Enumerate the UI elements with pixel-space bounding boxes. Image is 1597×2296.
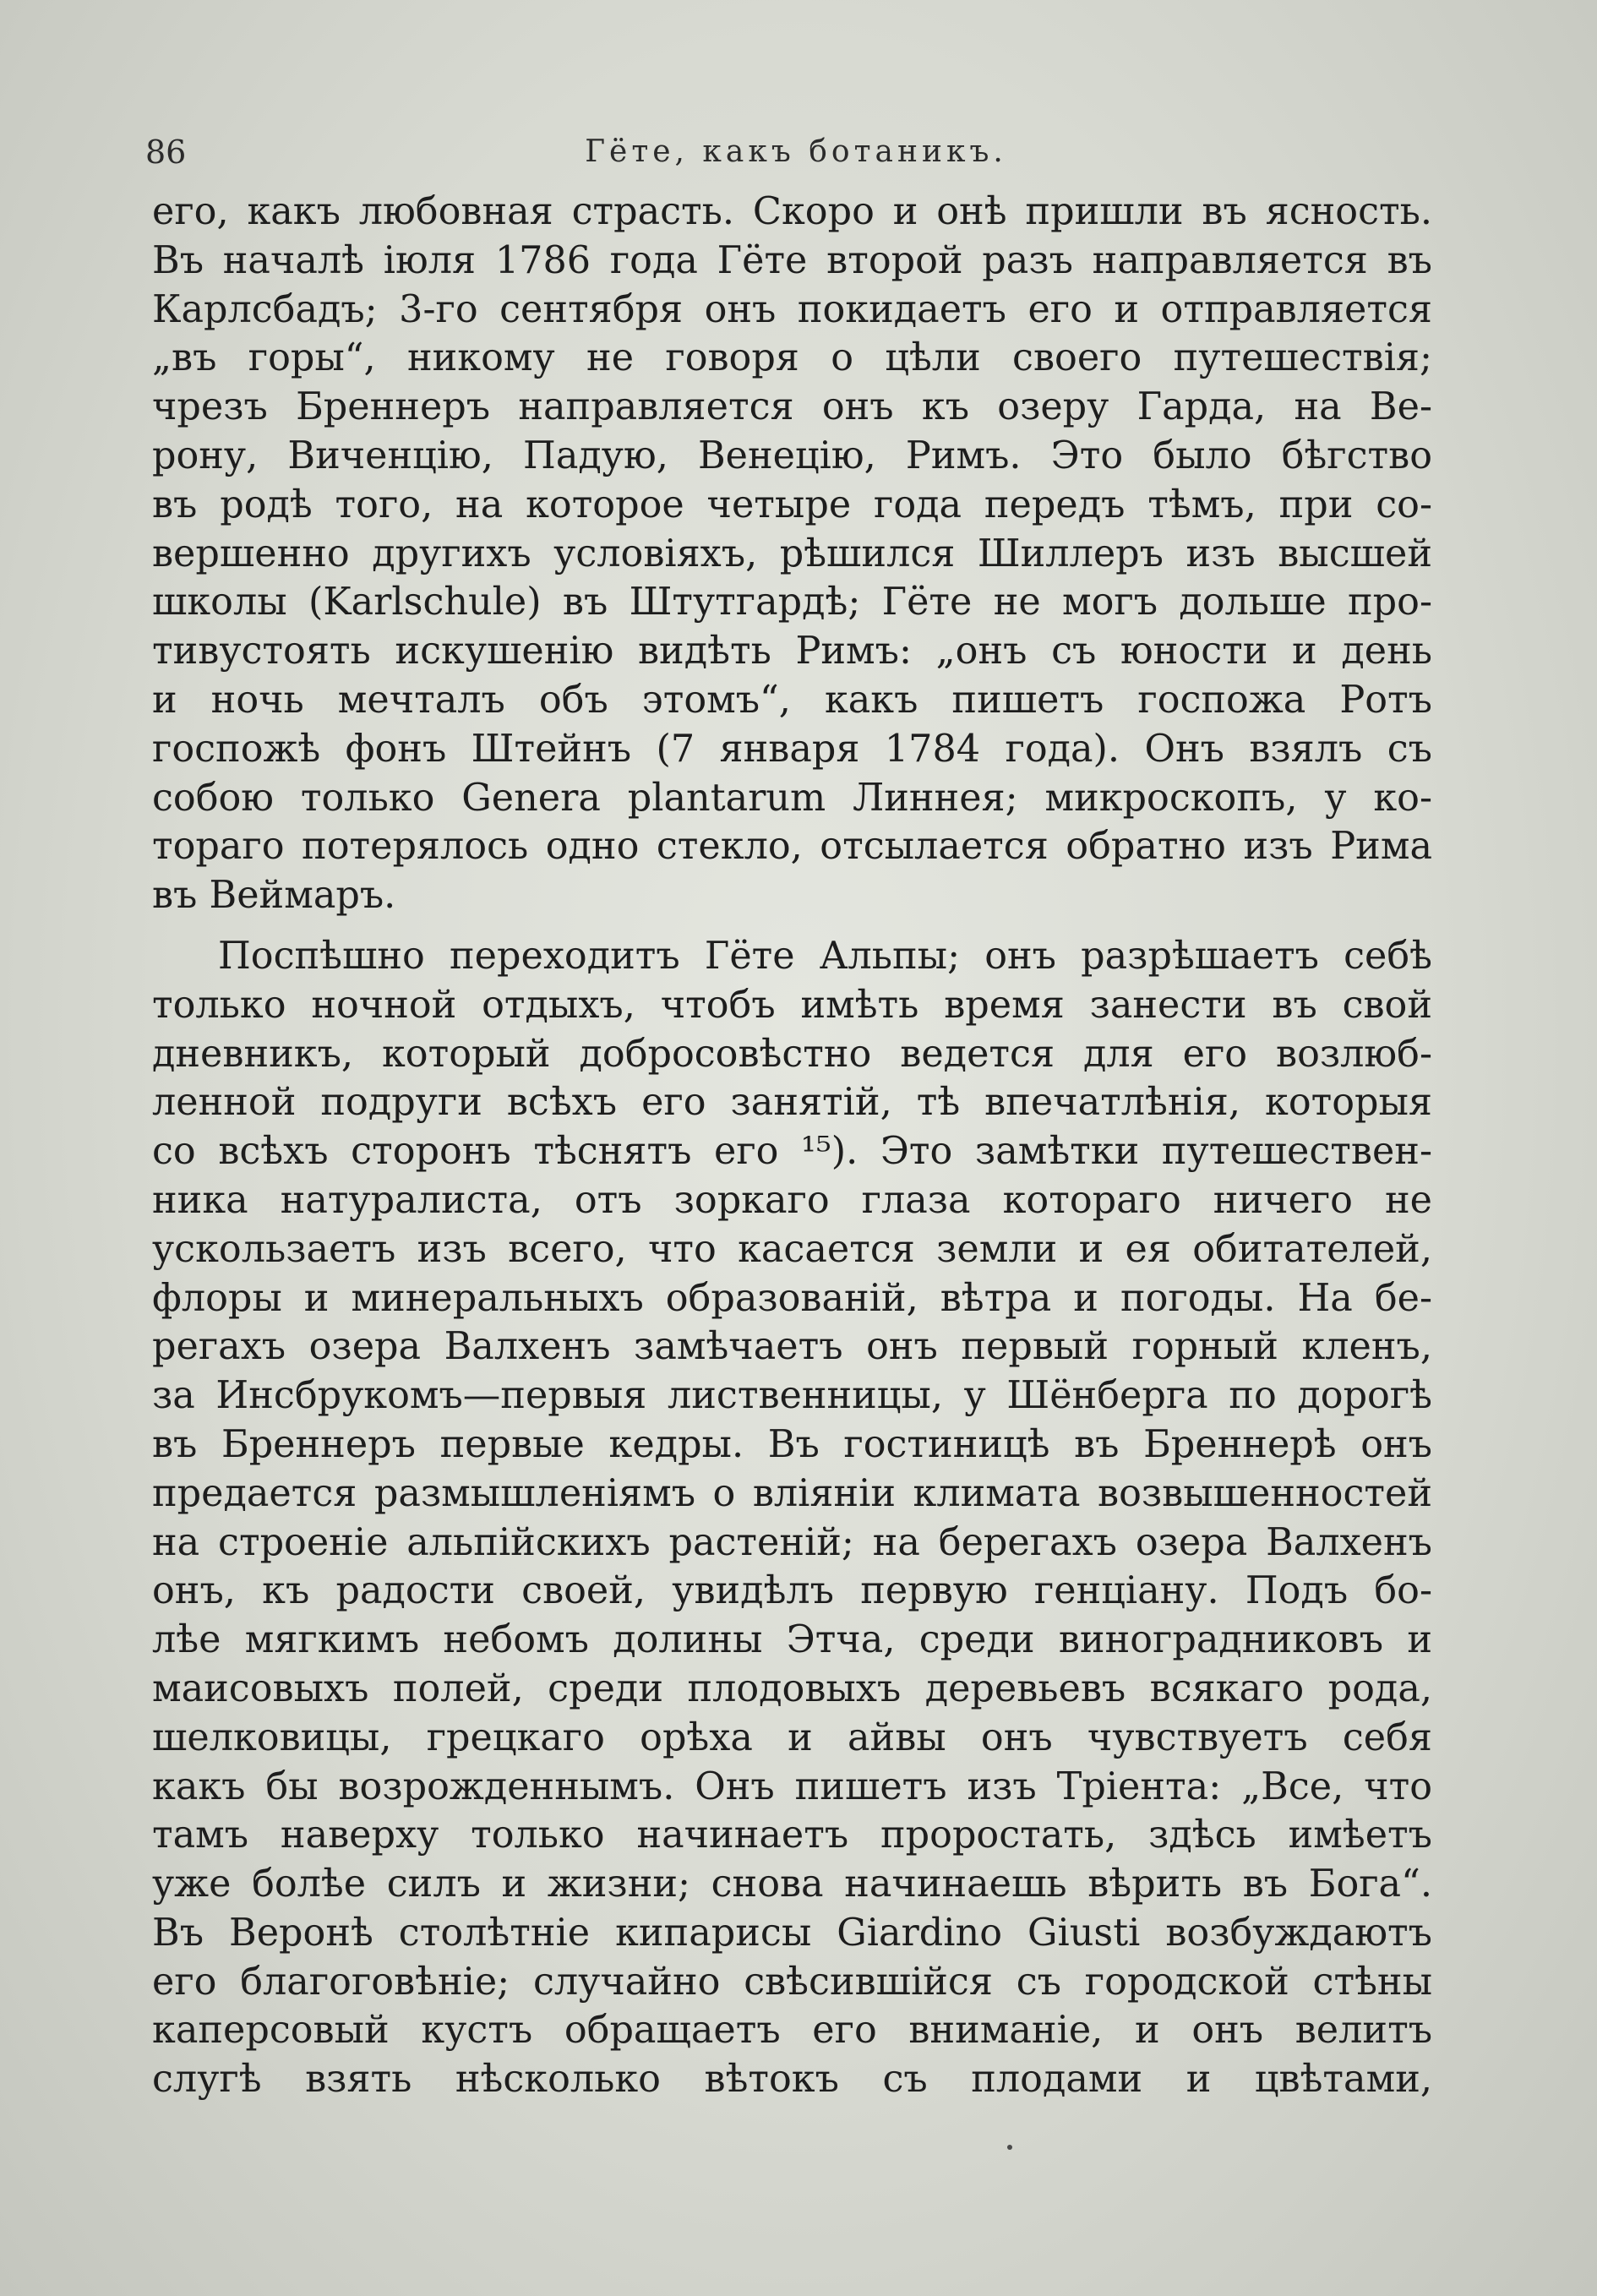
paragraph-1 [152, 188, 1432, 920]
text-line: регахъ озера Валхенъ замѣчаетъ онъ первый горный кленъ, [152, 1325, 1432, 1369]
text-line: Въ Веронѣ столѣтніе кипарисы Giardino Giusti возбуждаютъ [152, 1911, 1432, 1955]
text-line: ускользаетъ изъ всего, что касается земли и ея обитателей, [152, 1227, 1432, 1271]
text-line: каперсовый кустъ обращаетъ его вниманіе, и онъ велитъ [152, 2009, 1432, 2053]
text-line: его благоговѣніе; случайно свѣсившійся съ городской стѣны [152, 1960, 1432, 2004]
text-line: со всѣхъ сторонъ тѣснятъ его ¹⁵). Это замѣтки путешествен- [152, 1130, 1432, 1174]
text-line: онъ, къ радости своей, увидѣлъ первую генціану. Подъ бо- [152, 1569, 1432, 1613]
text-line: какъ бы возрожденнымъ. Онъ пишетъ изъ Тріента: „Все, что [152, 1764, 1432, 1808]
page-header [145, 127, 1447, 177]
text-line: въ Веймаръ. [152, 874, 396, 918]
text-line: его, какъ любовная страсть. Скоро и онѣ пришли въ ясность. [152, 190, 1432, 233]
text-line: Карлсбадъ; 3-го сентября онъ покидаетъ его и отправляется [152, 287, 1432, 331]
text-line: въ родѣ того, на которое четыре года передъ тѣмъ, при со- [152, 483, 1432, 526]
text-line: госпожѣ фонъ Штейнъ (7 января 1784 года). Онъ взялъ съ [152, 727, 1432, 771]
text-line: чрезъ Бреннеръ направляется онъ къ озеру Гарда, на Ве- [152, 385, 1432, 429]
text-line: школы (Karlschule) въ Штутгардѣ; Гёте не могъ дольше про- [152, 581, 1432, 624]
text-line: только ночной отдыхъ, чтобъ имѣть время занести въ свой [152, 983, 1432, 1027]
body-text [152, 188, 1432, 2104]
text-line: собою только Genera plantarum Линнея; микроскопъ, у ко- [152, 776, 1432, 820]
text-line: уже болѣе силъ и жизни; снова начинаешь вѣрить въ Бога“. [152, 1862, 1432, 1906]
print-speck [1007, 2145, 1012, 2150]
text-line: тивустоять искушенію видѣть Римъ: „онъ съ юности и день [152, 630, 1432, 674]
text-line: и ночь мечталъ объ этомъ“, какъ пишетъ госпожа Ротъ [152, 678, 1432, 722]
page-number: 86 [145, 134, 187, 171]
text-line: „въ горы“, никому не говоря о цѣли своего путешествія; [152, 336, 1432, 380]
text-line: маисовыхъ полей, среди плодовыхъ деревьевъ всякаго рода, [152, 1666, 1432, 1710]
text-line: шелковицы, грецкаго орѣха и айвы онъ чувствуетъ себя [152, 1715, 1432, 1759]
text-line: тораго потерялось одно стекло, отсылается обратно изъ Рима [152, 825, 1432, 869]
text-line: за Инсбрукомъ—первыя лиственницы, у Шёнберга по дорогѣ [152, 1374, 1432, 1418]
paragraph-2 [152, 932, 1432, 2104]
paragraph-gap [152, 920, 1432, 932]
text-line: тамъ наверху только начинаетъ проростать, здѣсь имѣетъ [152, 1813, 1432, 1857]
text-line: ленной подруги всѣхъ его занятій, тѣ впечатлѣнія, которыя [152, 1081, 1432, 1125]
text-line: Поспѣшно переходитъ Гёте Альпы; онъ разрѣшаетъ себѣ [218, 934, 1432, 978]
text-line: дневникъ, который добросовѣстно ведется для его возлюб- [152, 1032, 1432, 1076]
text-line: предается размышленіямъ о вліяніи климата возвышенностей [152, 1471, 1432, 1515]
running-title: Гёте, какъ ботаникъ. [585, 134, 1007, 169]
text-line: на строеніе альпійскихъ растеній; на берегахъ озера Валхенъ [152, 1520, 1432, 1564]
text-line: вершенно другихъ условіяхъ, рѣшился Шиллеръ изъ высшей [152, 532, 1432, 575]
text-line: слугѣ взять нѣсколько вѣтокъ съ плодами и цвѣтами, [152, 2058, 1432, 2102]
text-line: Въ началѣ іюля 1786 года Гёте второй разъ направляется въ [152, 238, 1432, 282]
text-line: въ Бреннеръ первые кедры. Въ гостиницѣ въ Бреннерѣ онъ [152, 1422, 1432, 1466]
text-line: ника натуралиста, отъ зоркаго глаза котораго ничего не [152, 1178, 1432, 1222]
text-line: лѣе мягкимъ небомъ долины Этча, среди виноградниковъ и [152, 1618, 1432, 1662]
text-line: рону, Виченцію, Падую, Венецію, Римъ. Это было бѣгство [152, 434, 1432, 477]
text-line: флоры и минеральныхъ образованій, вѣтра и погоды. На бе- [152, 1276, 1432, 1320]
